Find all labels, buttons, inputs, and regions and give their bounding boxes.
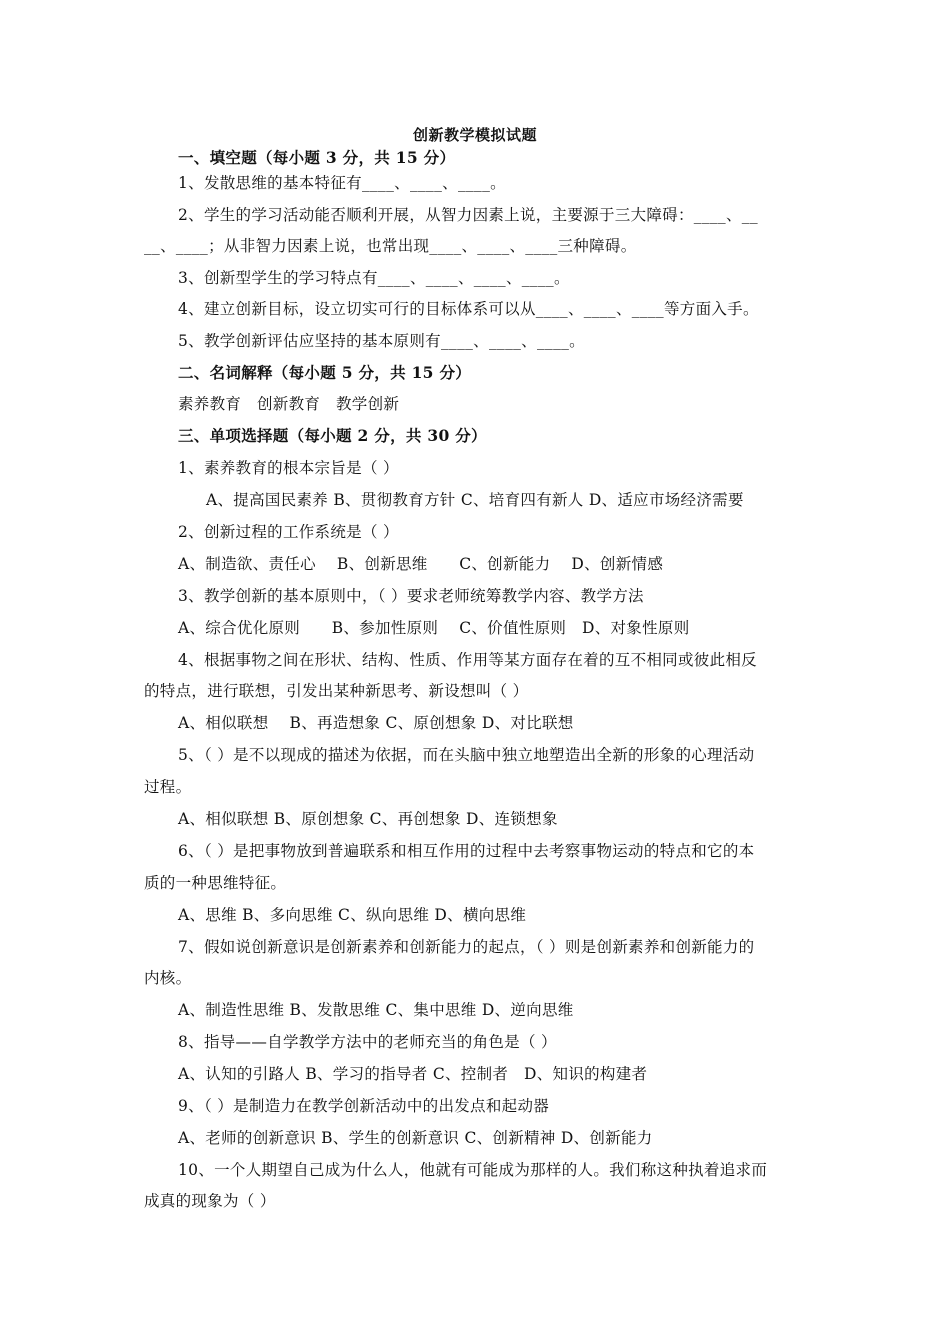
question-text: 4、建立创新目标，设立切实可行的目标体系可以从____、____、____等方面入手。: [178, 300, 759, 318]
question-text: 质的一种思维特征。: [144, 874, 287, 892]
section-heading-terms: 二、名词解释（每小题 5 分，共 15 分）: [178, 363, 472, 382]
answer-options: A、综合优化原则 B、参加性原则 C、价值性原则 D、对象性原则: [178, 619, 690, 637]
question-text: 过程。: [144, 778, 192, 796]
page-title: 创新教学模拟试题: [412, 126, 537, 144]
question-text: 9、（ ）是制造力在教学创新活动中的出发点和起动器: [178, 1097, 550, 1115]
question-text: 3、教学创新的基本原则中，（ ）要求老师统筹教学内容、教学方法: [178, 587, 644, 605]
answer-options: A、认知的引路人 B、学习的指导者 C、控制者 D、知识的构建者: [178, 1065, 648, 1083]
terms-list: 素养教育 创新教育 教学创新: [178, 395, 400, 413]
question-text: 成真的现象为（ ）: [144, 1192, 276, 1210]
answer-options: A、提高国民素养 B、贯彻教育方针 C、培育四有新人 D、适应市场经济需要: [206, 491, 744, 509]
answer-options: A、相似联想 B、再造想象 C、原创想象 D、对比联想: [178, 714, 574, 732]
question-text: 8、指导——自学教学方法中的老师充当的角色是（ ）: [178, 1033, 557, 1051]
answer-options: A、思维 B、多向思维 C、纵向思维 D、横向思维: [178, 906, 527, 924]
section-heading-choice: 三、单项选择题（每小题 2 分，共 30 分）: [178, 426, 487, 445]
question-text: 7、假如说创新意识是创新素养和创新能力的起点，（ ）则是创新素养和创新能力的: [178, 938, 755, 956]
question-text: 5、教学创新评估应坚持的基本原则有____、____、____。: [178, 332, 585, 350]
question-text: 2、创新过程的工作系统是（ ）: [178, 523, 399, 541]
question-text: 2、学生的学习活动能否顺利开展，从智力因素上说，主要源于三大障碍：____、__: [178, 206, 758, 224]
section-heading-fill-blank: 一、填空题（每小题 3 分，共 15 分）: [178, 148, 456, 167]
question-text: __、____；从非智力因素上说，也常出现____、____、____三种障碍。: [144, 237, 637, 255]
question-text: 3、创新型学生的学习特点有____、____、____、____。: [178, 269, 570, 287]
answer-options: A、制造欲、责任心 B、创新思维 C、创新能力 D、创新情感: [178, 555, 664, 573]
question-text: 6、（ ）是把事物放到普遍联系和相互作用的过程中去考察事物运动的特点和它的本: [178, 842, 755, 860]
question-text: 4、根据事物之间在形状、结构、性质、作用等某方面存在着的互不相同或彼此相反: [178, 651, 757, 669]
question-text: 5、（ ）是不以现成的描述为依据，而在头脑中独立地塑造出全新的形象的心理活动: [178, 746, 755, 764]
question-text: 10、一个人期望自己成为什么人，他就有可能成为那样的人。我们称这种执着追求而: [178, 1161, 768, 1179]
answer-options: A、制造性思维 B、发散思维 C、集中思维 D、逆向思维: [178, 1001, 574, 1019]
question-text: 内核。: [144, 969, 192, 987]
question-text: 1、素养教育的根本宗旨是（ ）: [178, 459, 399, 477]
answer-options: A、老师的创新意识 B、学生的创新意识 C、创新精神 D、创新能力: [178, 1129, 653, 1147]
question-text: 1、发散思维的基本特征有____、____、____。: [178, 174, 506, 192]
question-text: 的特点，进行联想，引发出某种新思考、新设想叫（ ）: [144, 682, 529, 700]
answer-options: A、相似联想 B、原创想象 C、再创想象 D、连锁想象: [178, 810, 558, 828]
